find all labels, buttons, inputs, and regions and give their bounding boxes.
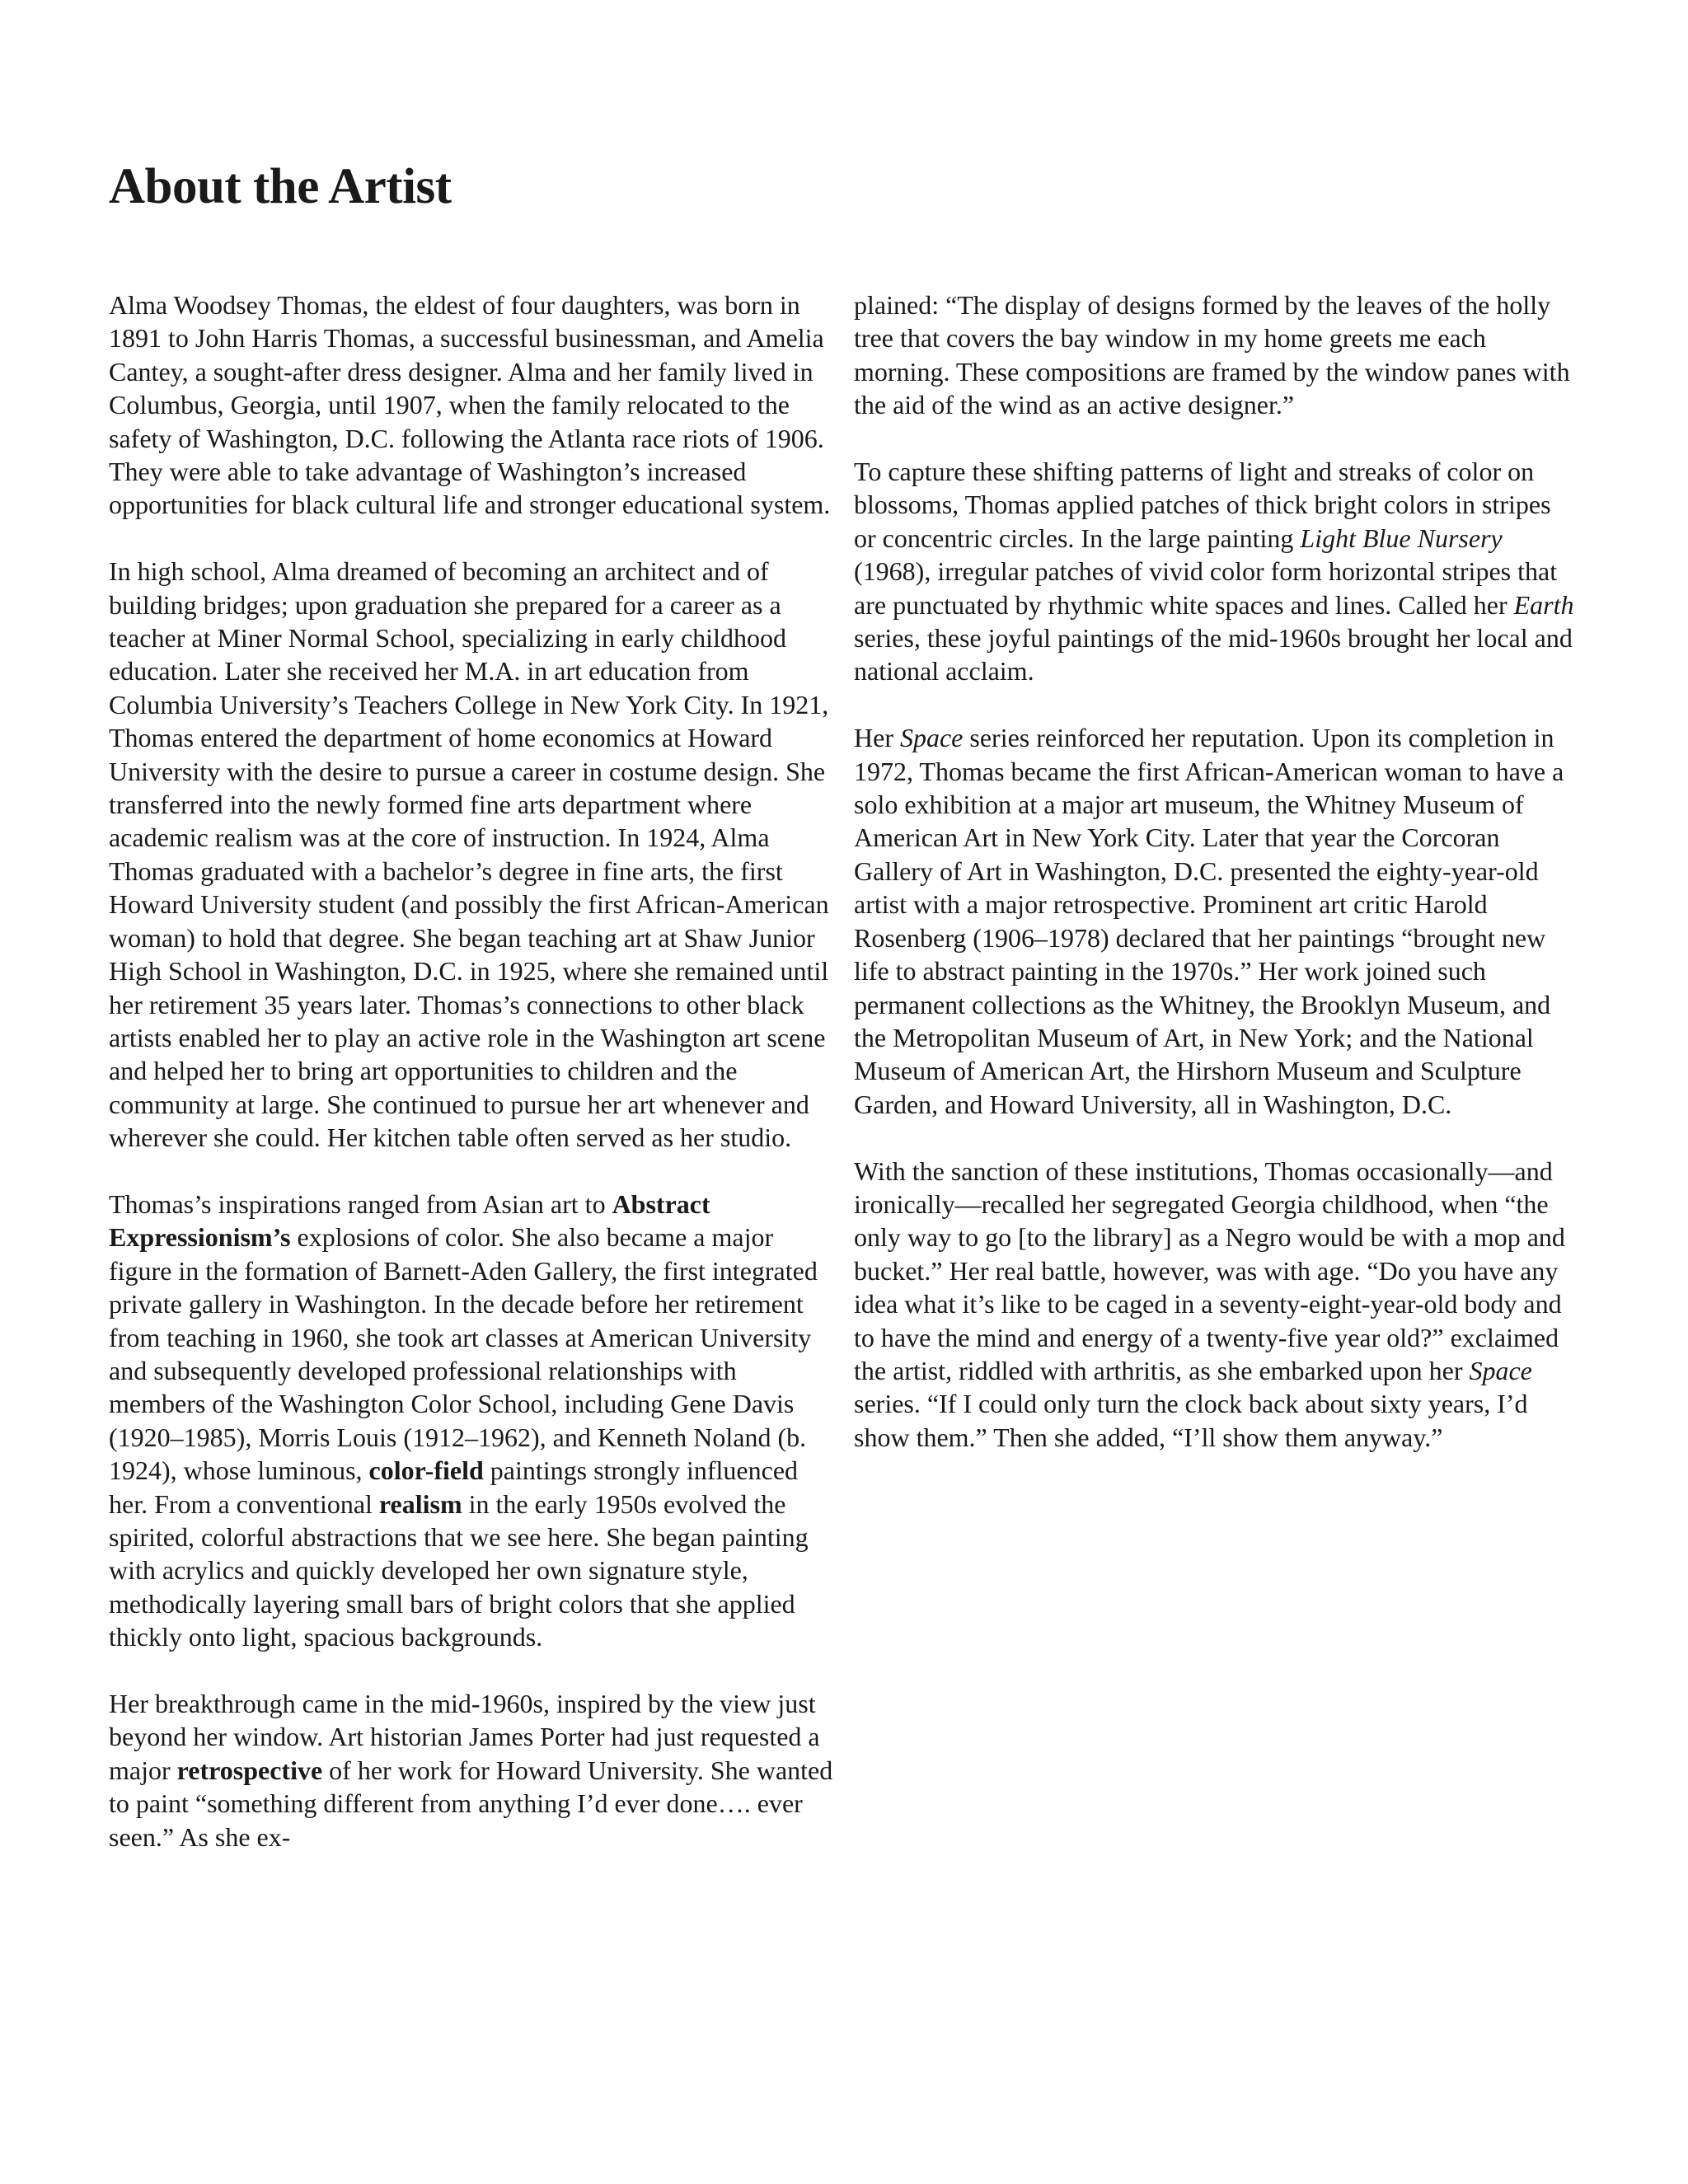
paragraph-holly-tree: plained: “The display of designs formed by the leaves of the holly tree that covers the bay window in my home greets me each morning. These compositions are framed by the window panes with the aid of the wind as an active designer.” (854, 290, 1570, 420)
page-title: About the Artist (109, 159, 452, 214)
paragraph-early-life: Alma Woodsey Thomas, the eldest of four daughters, was born in 1891 to John Harris Thomas, a successful businessman, and Amelia Cantey, a sought-after dress designer. Alma and her family lived in Columbus, Georgia, until 1907, when the family relocated to the safety of Washington, D.C. following the Atlanta race riots of 1906. They were able to take advantage of Washington’s increased opportunities for black cultural life and stronger educational system. (109, 290, 831, 520)
text-run: Her (854, 723, 900, 753)
paragraph-breakthrough (109, 1687, 834, 1854)
paragraph-education: In high school, Alma dreamed of becoming an architect and of building bridges; upon graduation she prepared for a career as a teacher at Miner Normal School, specializing in early childhood education. Later she received her M.A. in art education from Columbia University’s Teachers College in New York City. In 1921, Thomas entered the department of home economics at Howard University with the desire to pursue a career in costume design. She transferred into the newly formed fine arts department where academic realism was at the core of instruction. In 1924, Alma Thomas graduated with a bachelor’s degree in fine arts, the first Howard University student (and possibly the first African-American woman) to hold that degree. She began teaching art at Shaw Junior High School in Washington, D.C. in 1925, where she remained until her retirement 35 years later. Thomas’s connections to other black artists enabled her to play an active role in the Washington art scene and helped her to bring art opportunities to children and the community at large. She continued to pursue her art whenever and wherever she could. Her kitchen table often served as her studio. (109, 556, 829, 1153)
paragraph-earth-series (854, 455, 1579, 688)
text-run: paintings strongly influenced her. From a conventional (109, 1455, 799, 1519)
title-light-blue-nursery: Light Blue Nursery (1300, 523, 1503, 553)
text-run: explosions of color. She also became a major figure in the formation of Barnett-Aden Gallery, the first integrated private gallery in Washington. In the decade before her retirement from teaching in 1960, she took art classes at American University and subsequently developed professional relationships with members of the Washington Color School, including Gene Davis (1920–1985), Morris Louis (1912–1962), and Kenneth Noland (b. 1924), whose luminous, (109, 1222, 818, 1486)
text-run: Thomas’s inspirations ranged from Asian art to (109, 1188, 612, 1219)
term-color-field: color-field (368, 1455, 484, 1486)
paragraph-space-series (854, 721, 1579, 1121)
title-space: Space (899, 723, 964, 753)
term-realism: realism (378, 1488, 462, 1519)
paragraph-inspirations (109, 1188, 834, 1654)
term-abstract-expressionism: Abstract Expressionism’s (109, 1188, 710, 1253)
text-run: series reinforced her reputation. Upon its completion in 1972, Thomas became the first African-American woman to have a solo exhibition at a major art museum, the Whitney Museum of American Art in New York City. Later that year the Corcoran Gallery of Art in Washington, D.C. presented the eighty-year-old artist with a major retrospective. Prominent art critic Harold Rosenberg (1906–1978) declared that her paintings “brought new life to abstract painting in the 1970s.” Her work joined such permanent collections as the Whitney, the Brooklyn Museum, and the Metropolitan Museum of Art, in New York; and the National Museum of American Art, the Hirshorn Museum and Sculpture Garden, and Howard University, all in Washington, D.C. (854, 723, 1564, 1119)
term-retrospective: retrospective (176, 1755, 323, 1785)
text-run: To capture these shifting patterns of light and streaks of color on blossoms, Thomas applied patches of thick bright colors in stripes or concentric circles. In the large painting (854, 457, 1551, 553)
title-space: Space (1469, 1355, 1532, 1385)
text-run: With the sanction of these institutions, Thomas occasionally—and ironically—recalled her segregated Georgia childhood, when “the only way to go [to the library] as a Negro would be with a mop and bucket.” Her real battle, however, was with age. “Do you have any idea what it’s like to be caged in a seventy-eight-year-old body and to have the mind and energy of a twenty-five year old?” exclaimed the artist, riddled with arthritis, as she embarked upon her (854, 1155, 1565, 1385)
text-run: Her breakthrough came in the mid-1960s, inspired by the view just beyond her window. Art historian James Porter had just requested a major (109, 1689, 820, 1785)
text-run: (1968), irregular patches of vivid color form horizontal stripes that are punctuated by rhythmic white spaces and lines. Called her (854, 556, 1558, 620)
left-column (109, 288, 834, 1886)
title-earth: Earth (1513, 589, 1574, 620)
paragraph-age (854, 1155, 1579, 1455)
text-run: in the early 1950s evolved the spirited, colorful abstractions that we see here. She began painting with acrylics and quickly developed her own signature style, methodically layering small bars of bright colors that she applied thickly onto light, spacious backgrounds. (109, 1488, 809, 1652)
text-run: series, these joyful paintings of the mid-1960s brought her local and national acclaim. (854, 623, 1573, 687)
right-column (854, 288, 1579, 1488)
text-run: series. “If I could only turn the clock back about sixty years, I’d show them.” Then she added, “I’ll show them anyway.” (854, 1389, 1528, 1452)
text-run: of her work for Howard University. She wanted to paint “something different from anything I’d ever done…. ever seen.” As she ex- (109, 1755, 833, 1852)
